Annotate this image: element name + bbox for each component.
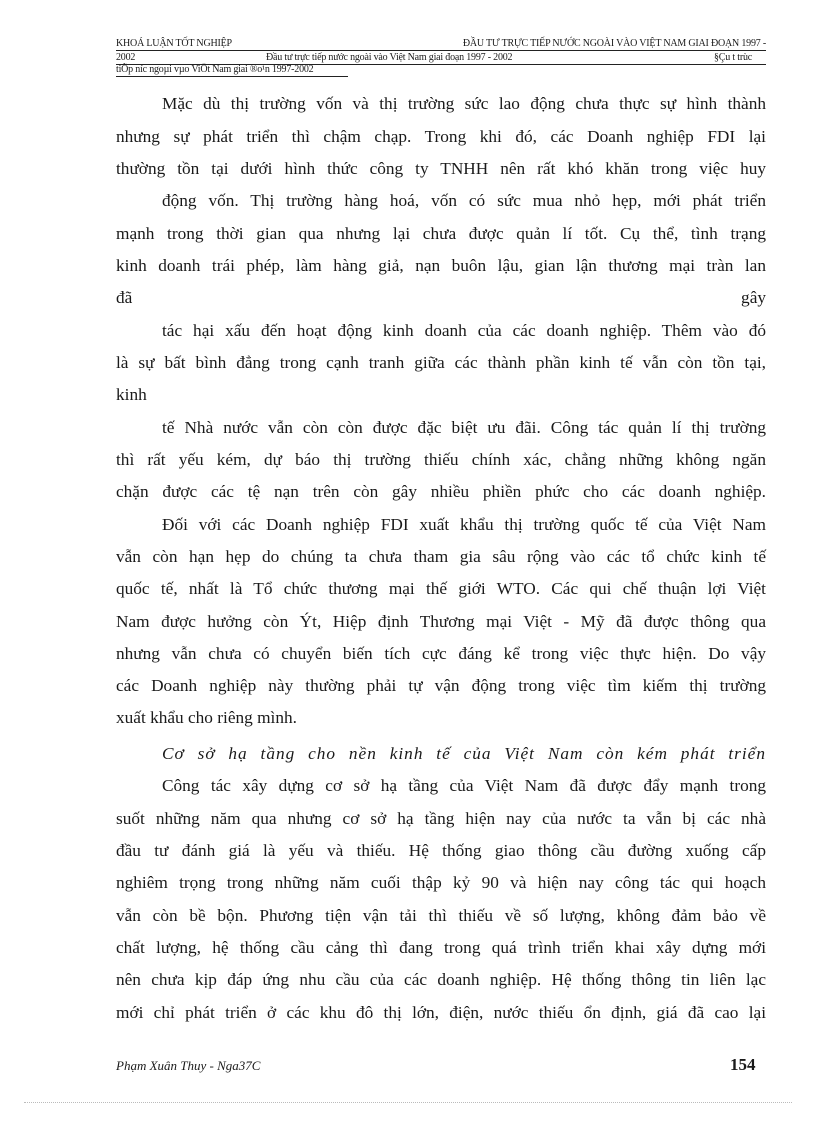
body-line: các Doanh nghiệp này thường phải tự vận động trong việc tìm kiếm thị trường <box>116 676 766 695</box>
body-line: Đối với các Doanh nghiệp FDI xuất khẩu thị trường quốc tế của Việt Nam <box>162 515 766 534</box>
body-line: Nam được hưởng còn Ýt, Hiệp định Thương mại Việt - Mỹ đã được thông qua <box>116 612 766 631</box>
running-header-line-3: tiÕp níc ngoµi vµo ViÖt Nam giai ®o¹n 1997-2002 <box>116 64 348 77</box>
running-header <box>116 38 766 51</box>
header-garbled-left: §Çu t trùc <box>714 52 752 63</box>
footer-author: Phạm Xuân Thuy - Nga37C <box>116 1058 261 1073</box>
body-line: nhưng vẫn chưa có chuyển biến tích cực đáng kể trong việc thực hiện. Do vậy <box>116 644 766 663</box>
body-line: Mặc dù thị trường vốn và thị trường sức lao động chưa thực sự hình thành <box>162 94 766 113</box>
header-left-title: KHOÁ LUẬN TỐT NGHIỆP <box>116 38 232 49</box>
body-line: mạnh trong thời gian qua nhưng lại chưa được quản lí tốt. Cụ thể, tình trạng <box>116 224 766 243</box>
body-line: là sự bất bình đẳng trong cạnh tranh giữa các thành phần kinh tế vẫn còn tồn tại, <box>116 353 766 372</box>
body-line: quốc tế, nhất là Tổ chức thương mại thế giới WTO. Các qui chế thuận lợi Việt <box>116 579 766 598</box>
body-line: đã <box>116 288 133 307</box>
body-line: thì rất yếu kém, dự báo thị trường thiếu chính xác, chẳng những không ngăn <box>116 450 766 469</box>
body-line: nghiêm trọng trong những năm cuối thập kỷ 90 và hiện nay công tác qui hoạch <box>116 873 766 892</box>
body-line: vẫn còn bề bộn. Phương tiện vận tải thì thiếu về số lượng, không đảm bảo về <box>116 906 766 925</box>
header-year: 2002 <box>116 52 136 63</box>
body-line: gây <box>741 288 766 307</box>
body-line: suốt những năm qua nhưng cơ sở hạ tầng hiện nay của nước ta vẫn bị các nhà <box>116 809 766 828</box>
body-line: Công tác xây dựng cơ sở hạ tầng của Việt Nam đã được đẩy mạnh trong <box>162 776 766 795</box>
header-right-title: ĐẦU TƯ TRỰC TIẾP NƯỚC NGOÀI VÀO VIỆT NAM GIAI ĐOẠN 1997 - <box>462 38 766 49</box>
body-line: mới chỉ phát triển ở các khu đô thị lớn, điện, nước thiếu ổn định, giá đã cao lại <box>116 1003 766 1022</box>
header-subtitle: Đầu tư trực tiếp nước ngoài vào Việt Nam giai đoạn 1997 - 2002 <box>266 52 513 63</box>
body-line: kinh doanh trái phép, làm hàng giả, nạn buôn lậu, gian lận thương mại tràn lan <box>116 256 766 275</box>
section-heading: Cơ sở hạ tầng cho nền kinh tế của Việt Nam còn kém phát triển <box>162 744 766 763</box>
body-line: nên chưa kịp đáp ứng nhu cầu của các doanh nghiệp. Hệ thống thông tin liên lạc <box>116 970 766 989</box>
body-line: xuất khẩu cho riêng mình. <box>116 708 297 727</box>
body-line: chất lượng, hệ thống cầu cảng thì đang trong quá trình triển khai xây dựng mới <box>116 938 766 957</box>
body-line: chặn được các tệ nạn trên còn gây nhiều phiền phức cho các doanh nghiệp. <box>116 482 766 501</box>
body-line: kinh <box>116 385 147 404</box>
page-number: 154 <box>730 1055 756 1074</box>
page-bottom-divider <box>24 1102 792 1103</box>
body-line: tác hại xấu đến hoạt động kinh doanh của các doanh nghiệp. Thêm vào đó <box>162 321 766 340</box>
body-line: động vốn. Thị trường hàng hoá, vốn có sức mua nhỏ hẹp, mới phát triển <box>162 191 766 210</box>
body-line: nhưng sự phát triển thì chậm chạp. Trong khi đó, các Doanh nghiệp FDI lại <box>116 127 766 146</box>
body-line: tế Nhà nước vẫn còn còn được đặc biệt ưu đãi. Công tác quản lí thị trường <box>162 418 766 437</box>
body-line: đầu tư đánh giá là yếu và thiếu. Hệ thống giao thông cầu đường xuống cấp <box>116 841 766 860</box>
body-line: vẫn còn hạn hẹp do chúng ta chưa tham gia sâu rộng vào các tổ chức kinh tế <box>116 547 766 566</box>
body-line: thường tồn tại dưới hình thức công ty TNHH nên rất khó khăn trong việc huy <box>116 159 766 178</box>
